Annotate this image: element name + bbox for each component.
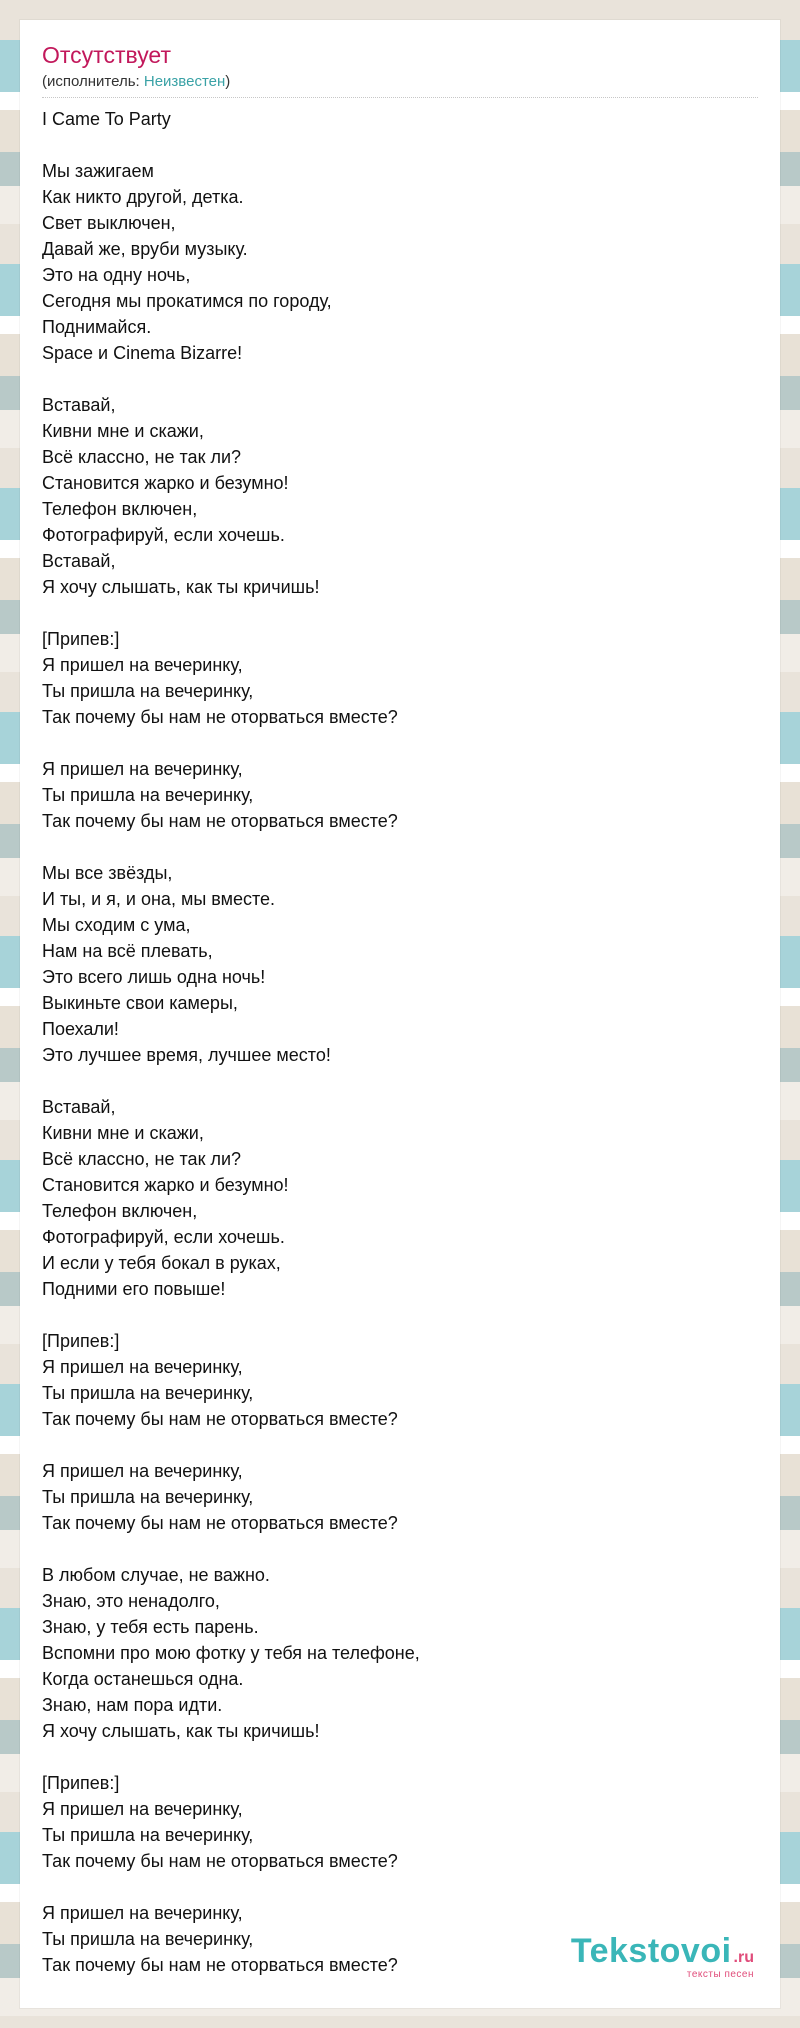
lyrics-text: I Came To Party Мы зажигаем Как никто другой, детка. Свет выключен, Давай же, вруби музыку. Это на одну ночь, Сегодня мы прокатимся по городу, Поднимайся. Space и Cinema Bizarre! Вставай, Кивни мне и скажи, Всё классно, не так ли? Становится жарко и безумно! Телефон включен, Фотографируй, если хочешь. Вставай, Я хочу слышать, как ты кричишь! [Припев:] Я пришел на вечеринку, Ты пришла на вечеринку, Так почему бы нам не оторваться вместе? Я пришел на вечеринку, Ты пришла на вечеринку, Так почему бы нам не оторваться вместе? Мы все звёзды, И ты, и я, и она, мы вместе. Мы сходим с ума, Нам на всё плевать, Это всего лишь одна ночь! Выкиньте свои камеры, Поехали! Это лучшее время, лучшее место! Вставай, Кивни мне и скажи, Всё классно, не так ли? Становится жарко и безумно! Телефон включен, Фотографируй, если хочешь. И если у тебя бокал в руках, Подними его повыше! [Припев:] Я пришел на вечеринку, Ты пришла на вечеринку, Так почему бы нам не оторваться вместе? Я пришел на вечеринку, Ты пришла на вечеринку, Так почему бы нам не оторваться вместе? В любом случае, не важно. Знаю, это ненадолго, Знаю, у тебя есть парень. Вспомни про мою фотку у тебя на телефоне, Когда останешься одна. Знаю, нам пора идти. Я хочу слышать, как ты кричишь! [Припев:] Я пришел на вечеринку, Ты пришла на вечеринку, Так почему бы нам не оторваться вместе? Я пришел на вечеринку, Ты пришла на вечеринку, Так почему бы нам не оторваться вместе? (42, 109, 420, 1975)
artist-link[interactable]: Неизвестен (143, 73, 226, 90)
site-logo[interactable] (571, 1934, 754, 1980)
artist-line (42, 74, 758, 98)
page-title: Отсутствует (42, 42, 171, 68)
logo-brand: Tekstovoi (570, 1932, 732, 1970)
logo-tagline: тексты песен (686, 1969, 754, 1980)
artist-prefix: (исполнитель: (42, 73, 144, 90)
artist-suffix: ) (225, 73, 231, 90)
logo-tld: .ru (733, 1949, 754, 1966)
lyrics-page (20, 20, 780, 2008)
